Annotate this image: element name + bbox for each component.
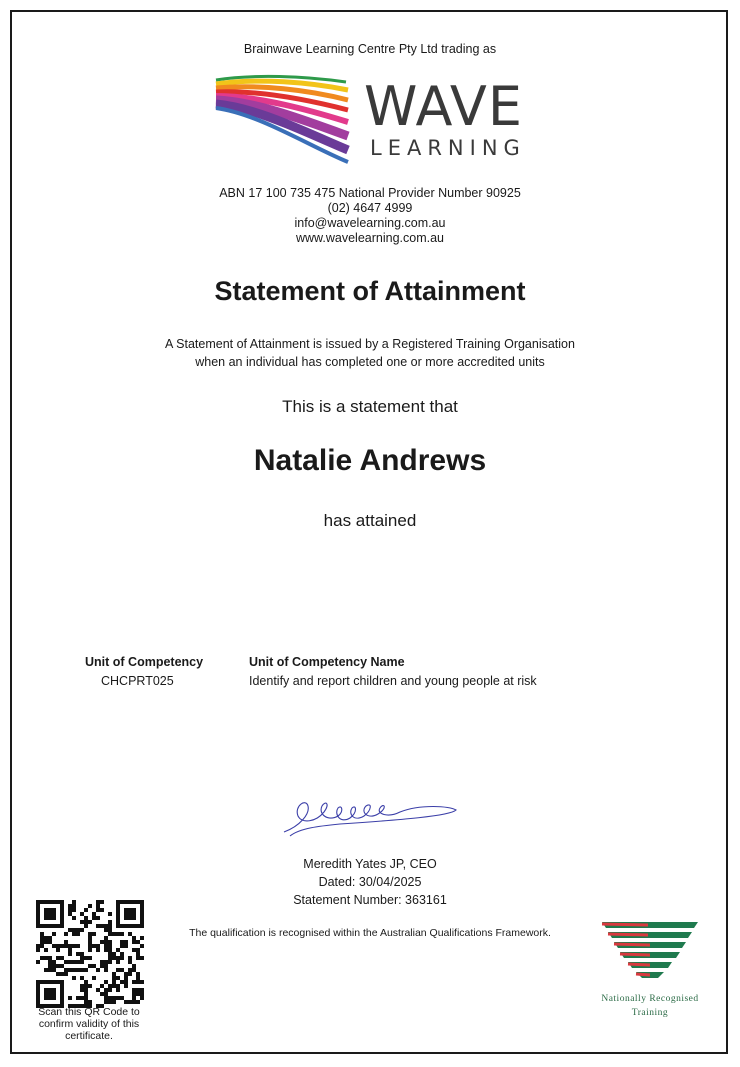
- email-line: info@wavelearning.com.au: [294, 216, 446, 230]
- description-line-1: A Statement of Attainment is issued by a Registered Training Organisation: [165, 337, 575, 351]
- nrt-text-line-1: Nationally Recognised: [601, 994, 699, 1004]
- signature-image: [280, 792, 460, 842]
- qr-caption: Scan this QR Code to confirm validity of this certificate.: [38, 1006, 140, 1042]
- unit-name-cell: Identify and report children and young people at risk: [249, 674, 537, 688]
- website-line: www.wavelearning.com.au: [296, 231, 444, 245]
- unit-name-header: Unit of Competency Name: [249, 655, 405, 669]
- signer-name: Meredith Yates JP, CEO: [303, 857, 437, 871]
- phone-line: (02) 4647 4999: [327, 201, 413, 215]
- qr-code[interactable]: [36, 900, 144, 1008]
- statement-number: Statement Number: 363161: [293, 893, 447, 907]
- certificate-title: Statement of Attainment: [214, 276, 526, 306]
- certificate-description: [0, 335, 740, 371]
- logo-wave-text: WAVE: [364, 75, 523, 138]
- description-line-2: when an individual has completed one or more accredited units: [195, 355, 545, 369]
- abn-line: ABN 17 100 735 475 National Provider Number 90925: [219, 186, 521, 200]
- aqf-note: The qualification is recognised within the Australian Qualifications Framework.: [189, 927, 551, 939]
- attained-text: has attained: [323, 511, 417, 530]
- recipient-name: Natalie Andrews: [253, 444, 487, 477]
- wave-stripes-icon: [214, 74, 364, 170]
- unit-code-header: Unit of Competency: [85, 655, 204, 669]
- dated-text: Dated: 30/04/2025: [318, 875, 422, 889]
- nrt-text-line-2: Training: [631, 1008, 669, 1018]
- nrt-triangle-icon: [588, 918, 712, 988]
- unit-code-cell: CHCPRT025: [101, 674, 174, 688]
- wave-learning-logo: [214, 74, 534, 170]
- trading-as-text: Brainwave Learning Centre Pty Ltd trading as: [243, 42, 497, 56]
- logo-learning-text: LEARNING: [370, 136, 526, 160]
- nrt-logo: [588, 918, 712, 1028]
- contact-details: [0, 186, 740, 246]
- intro-text: This is a statement that: [282, 397, 458, 416]
